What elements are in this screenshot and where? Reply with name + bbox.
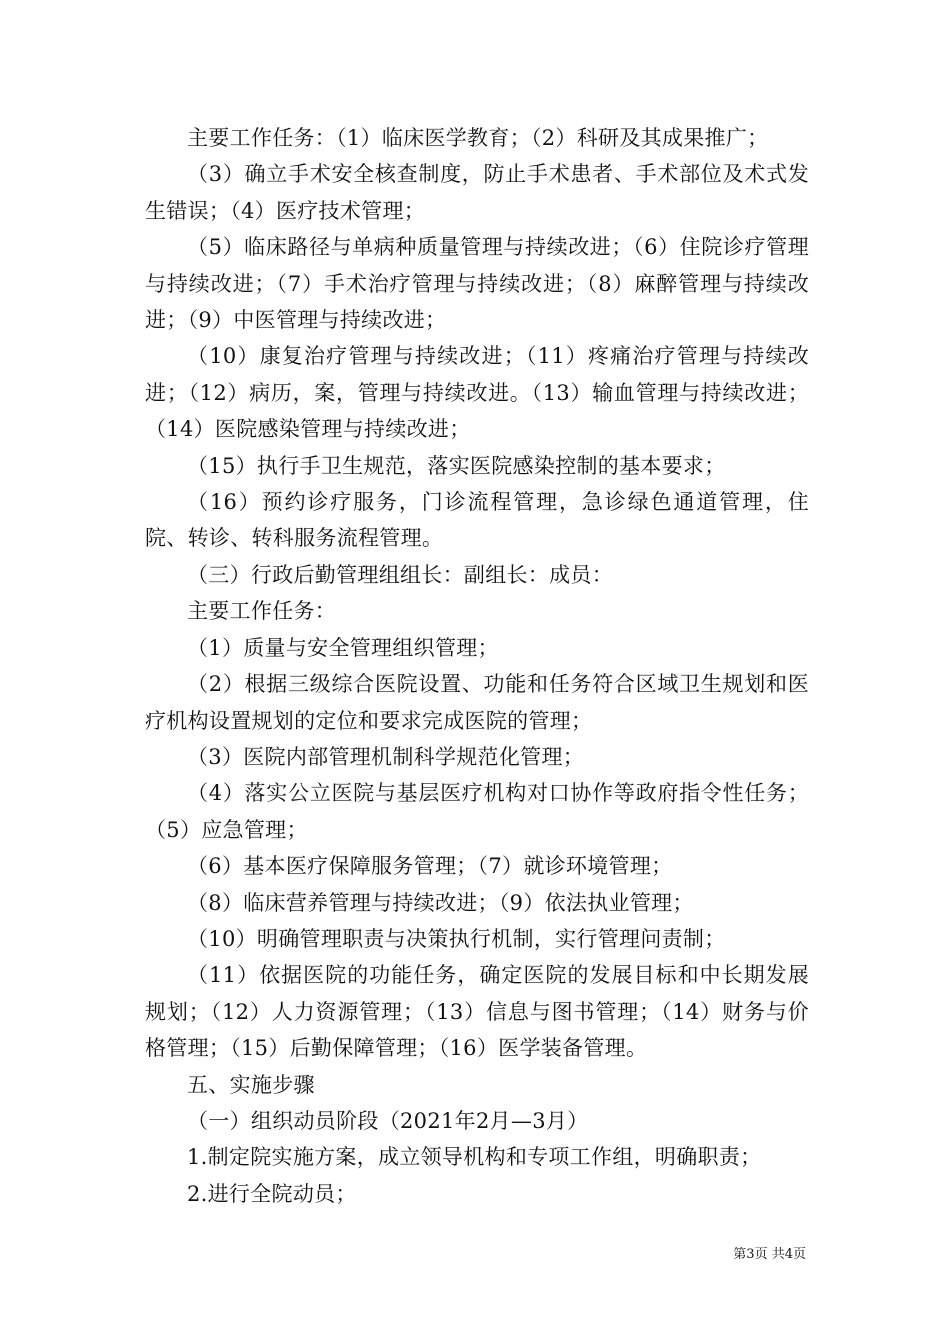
footer-current-page: 3 [746, 1247, 755, 1262]
paragraph: （3）确立手术安全核查制度，防止手术患者、手术部位及术式发生错误；（4）医疗技术管理； [145, 162, 809, 223]
paragraph: （6）基本医疗保障服务管理；（7）就诊环境管理； [187, 854, 673, 879]
paragraph: 主要工作任务：（1）临床医学教育；（2）科研及其成果推广； [187, 126, 769, 150]
subsection-heading: （一）组织动员阶段（2021年2月—3月） [187, 1108, 589, 1133]
paragraph: （10）康复治疗管理与持续改进；（11）疼痛治疗管理与持续改进；（12）病历，案，管理与持续改进。（13）输血管理与持续改进；（14）医院感染管理与持续改进； [145, 344, 809, 442]
paragraph: （3）医院内部管理机制科学规范化管理； [187, 744, 585, 769]
paragraph: （5）临床路径与单病种质量管理与持续改进；（6）住院诊疗管理与持续改进；（7）手术治疗管理与持续改进；（8）麻醉管理与持续改进；（9）中医管理与持续改进； [145, 235, 809, 333]
paragraph: 主要工作任务： [187, 599, 337, 624]
page-footer [733, 1246, 806, 1264]
paragraph: （2）根据三级综合医院设置、功能和任务符合区域卫生规划和医疗机构设置规划的定位和要求完成医院的管理； [145, 672, 809, 733]
paragraph: （8）临床营养管理与持续改进；（9）依法执业管理； [187, 890, 694, 915]
paragraph: （11）依据医院的功能任务，确定医院的发展目标和中长期发展规划；（12）人力资源管理；（13）信息与图书管理；（14）财务与价格管理；（15）后勤保障管理；（16）医学装备管理。 [145, 963, 809, 1061]
paragraph: 2.进行全院动员； [187, 1181, 357, 1206]
paragraph: （15）执行手卫生规范，落实医院感染控制的基本要求； [187, 453, 726, 478]
footer-total-pages: 4 [784, 1247, 793, 1262]
paragraph: （4）落实公立医院与基层医疗机构对口协作等政府指令性任务；（5）应急管理； [145, 781, 809, 842]
paragraph: （1）质量与安全管理组织管理； [187, 635, 499, 660]
section-heading: 五、实施步骤 [187, 1072, 315, 1097]
footer-prefix: 第 [733, 1247, 747, 1262]
footer-suffix: 页 [792, 1247, 806, 1262]
footer-middle: 页 共 [754, 1247, 785, 1262]
paragraph: （16）预约诊疗服务，门诊流程管理，急诊绿色通道管理，住院、转诊、转科服务流程管理。 [145, 490, 809, 551]
section-heading: （三）行政后勤管理组组长：副组长：成员： [187, 562, 613, 587]
document-body [145, 120, 809, 1212]
paragraph: （10）明确管理职责与决策执行机制，实行管理问责制； [187, 926, 726, 951]
paragraph: 1.制定院实施方案，成立领导机构和专项工作组，明确职责； [187, 1145, 762, 1170]
